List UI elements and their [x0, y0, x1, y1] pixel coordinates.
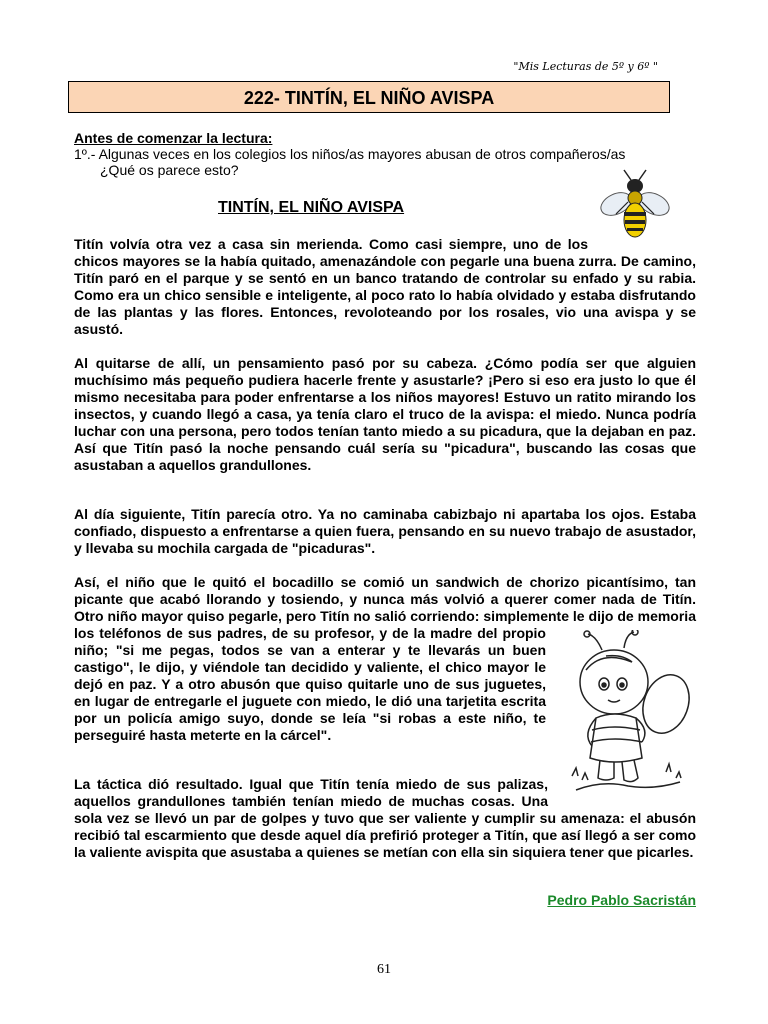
reading-title: 222- TINTÍN, EL NIÑO AVISPA [68, 81, 670, 113]
page-number: 61 [377, 962, 391, 977]
book-series-note: "Mis Lecturas de 5º y 6º " [513, 60, 658, 73]
paragraph-4: Así, el niño que le quitó el bocadillo se comió un sandwich de chorizo picantísimo, tan picante que acabó llorando y tosiendo, y nunca más volvió a querer comer nada de Titín. Otro niño mayor quiso pegarle, pero Titín no salió corriendo: simplemente le dijo de memoria los teléfonos de sus padres, de su profesor, y de la madre del propio niño; "si me pegas, todos se van a enterar y te llevarás un buen castigo", le dijo, y viéndole tan decidido y valiente, el chico mayor le dejó en paz. Y a otro abusón que quiso quitarle uno de sus juguetes, en lugar de entregarle el juguete con miedo, le dió una tarjetita escrita por un policía amigo suyo, donde se leía "si robas a este niño, te perseguiré hasta meterte en la cárcel". [74, 574, 696, 743]
story-title: TINTÍN, EL NIÑO AVISPA [218, 199, 405, 216]
wasp-illustration [598, 168, 672, 246]
paragraph-2: Al quitarse de allí, un pensamiento pasó por su cabeza. ¿Cómo podía ser que alguien muchísimo más pequeño pudiera hacerle frente y asustarle? ¡Pero si eso era justo lo que él mismo necesitaba para poder enfrentarse a los niños mayores! Estuvo un ratito mirando los insectos, y cuando llegó a casa, ya tenía claro el truco de la avispa: el miedo. Nunca podría luchar con una persona, pero todos tenían tanto miedo a su picadura, que la dejaban en paz. Así que Titín pasó la noche pensando cuál sería su "picadura", buscando las cosas que asustaban a aquellos grandullones. [74, 355, 696, 473]
paragraph-3: Al día siguiente, Titín parecía otro. Ya no caminaba cabizbajo ni apartaba los ojos. Estaba confiado, dispuesto a enfrentarse a quien fuera, pensando en su nuevo trabajo de asustador, y llevaba su mochila cargada de "picaduras". [74, 506, 696, 556]
paragraph-5: La táctica dió resultado. Igual que Titín tenía miedo de sus palizas, aquellos grandullones también tenían miedo de muchas cosas. Una sola vez se llevó un par de golpes y tuvo que ser valiente y cumplir su amenaza: el abusón recibió tal escarmiento que desde aquel día prefirió proteger a Titín, que así llegó a ser como la valiente avispita que asustaba a quienes se metían con ella sin siquiera tener que picarles. [74, 776, 696, 860]
author-name: Pedro Pablo Sacristán [547, 892, 696, 908]
pre-reading-label: Antes de comenzar la lectura: [74, 130, 273, 146]
paragraph-1: Titín volvía otra vez a casa sin merienda. Como casi siempre, uno de los chicos mayores se la había quitado, amenazándole con pegarle una buena zurra. De camino, Titín paró en el parque y se sentó en un banco tratando de controlar su enfado y su rabia. Como era un chico sensible e inteligente, al poco rato lo había olvidado y estaba disfrutando de las plantas y las flores. Entonces, revoloteando por los rosales, vio una avispa y se asustó. [74, 236, 696, 337]
pre-reading-question: 1º.- Algunas veces en los colegios los niños/as mayores abusan de otros compañeros/as [74, 146, 626, 162]
bee-girl-illustration [562, 630, 694, 798]
pre-reading-question-cont: ¿Qué os parece esto? [100, 162, 239, 178]
